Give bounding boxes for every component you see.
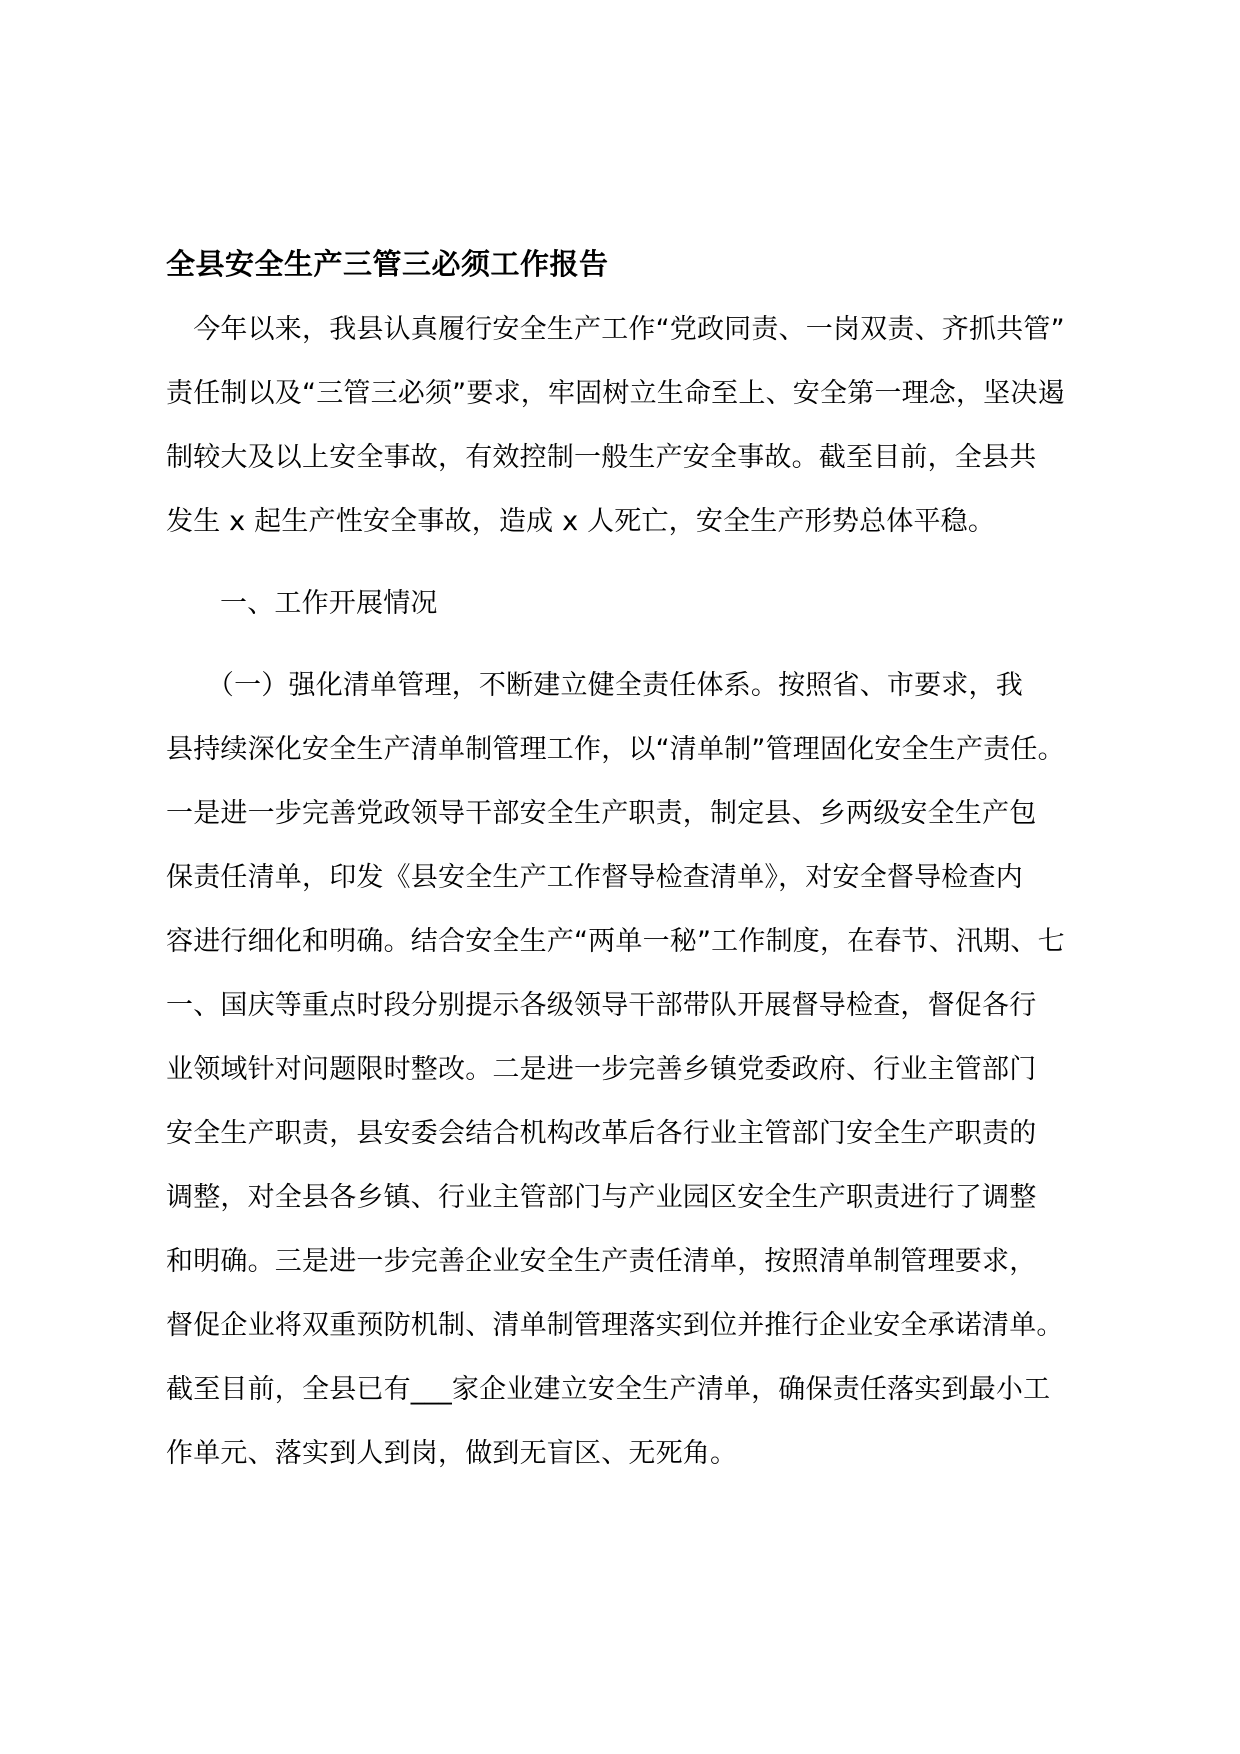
paragraph-line: （一）强化清单管理，不断建立健全责任体系。按照省、市要求，我 — [166, 670, 1023, 701]
paragraph-line: 安全生产职责，县安委会结合机构改革后各行业主管部门安全生产职责的 — [166, 1118, 1037, 1149]
subsection-paragraph — [166, 654, 1086, 1486]
section-heading-text: 一、工作开展情况 — [220, 588, 438, 619]
paragraph-line: 和明确。三是进一步完善企业安全生产责任清单，按照清单制管理要求， — [166, 1246, 1037, 1277]
paragraph-line: 调整，对全县各乡镇、行业主管部门与产业园区安全生产职责进行了调整 — [166, 1182, 1037, 1213]
paragraph-line: 一、国庆等重点时段分别提示各级领导干部带队开展督导检查，督促各行 — [166, 990, 1037, 1021]
paragraph-line: 责任制以及“三管三必须”要求，牢固树立生命至上、安全第一理念，坚决遏 — [166, 378, 1065, 409]
paragraph-line: 容进行细化和明确。结合安全生产“两单一秘”工作制度，在春节、汛期、七 — [166, 926, 1065, 957]
intro-paragraph — [166, 298, 1086, 554]
paragraph-line: 一是进一步完善党政领导干部安全生产职责，制定县、乡两级安全生产包 — [166, 798, 1037, 829]
paragraph-line: 保责任清单，印发《县安全生产工作督导检查清单》，对安全督导检查内 — [166, 862, 1023, 893]
document-title: 全县安全生产三管三必须工作报告 — [166, 247, 609, 281]
paragraph-line: 作单元、落实到人到岗，做到无盲区、无死角。 — [166, 1438, 738, 1469]
paragraph-line: 发生 x 起生产性安全事故，造成 x 人死亡，安全生产形势总体平稳。 — [166, 506, 996, 537]
paragraph-line: 业领域针对问题限时整改。二是进一步完善乡镇党委政府、行业主管部门 — [166, 1054, 1037, 1085]
paragraph-line: 督促企业将双重预防机制、清单制管理落实到位并推行企业安全承诺清单。 — [166, 1310, 1064, 1341]
paragraph-line: 截至目前，全县已有___家企业建立安全生产清单，确保责任落实到最小工 — [166, 1374, 1051, 1405]
paragraph-line: 今年以来，我县认真履行安全生产工作“党政同责、一岗双责、齐抓共管” — [166, 314, 1065, 345]
paragraph-line: 县持续深化安全生产清单制管理工作，以“清单制”管理固化安全生产责任。 — [166, 734, 1065, 765]
paragraph-line: 制较大及以上安全事故，有效控制一般生产安全事故。截至目前，全县共 — [166, 442, 1037, 473]
section-heading — [166, 572, 1086, 636]
document-body — [166, 240, 1086, 1486]
